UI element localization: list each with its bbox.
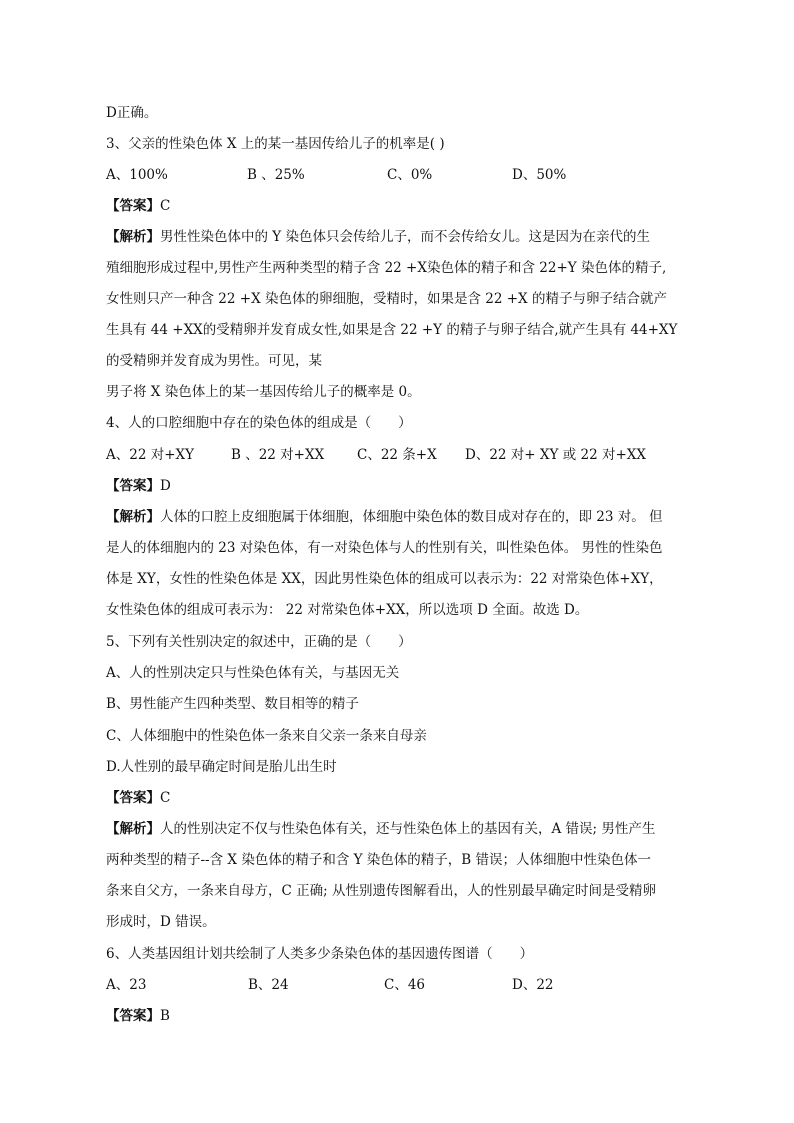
answer-value: C [160,198,171,214]
q5-option-b: B、男性能产生四种类型、数目相等的精子 [106,696,359,712]
q4-option-d: D、22 对+ XY 或 22 对+XX [465,447,647,463]
q5-option-c: C、人体细胞中的性染色体一条来自父亲一条来自母亲 [106,728,427,744]
q5-question: 5、下列有关性别决定的叙述中，正确的是（ ） [106,634,412,650]
analysis-label: 【解析】 [106,509,160,525]
q4-analysis-line-1: 【解析】人体的口腔上皮细胞属于体细胞，体细胞中染色体的数目成对存在的，即 23 对。 但 [106,509,663,525]
answer-value: B [160,1008,170,1024]
q6-option-c: C、46 [384,977,426,993]
q4-option-c: C、22 条+X [357,447,437,463]
q4-analysis-line-2: 是人的体细胞内的 23 对染色体，有一对染色体与人的性别有关，叫性染色体。 男性的性染色 [106,540,663,556]
q3-question: 3、父亲的性染色体 X 上的某一基因传给儿子的机率是( ) [106,136,445,152]
q5-analysis-line-2: 两种类型的精子--含 X 染色体的精子和含 Y 染色体的精子，B 错误；人体细胞中性染色体一 [106,852,652,868]
q6-option-a: A、23 [106,977,147,993]
q3-option-b: B 、25% [247,167,305,183]
q4-analysis-line-3: 体是 XY，女性的性染色体是 XX，因此男性染色体的组成可以表示为：22 对常染色体+XY， [106,571,663,587]
analysis-label: 【解析】 [106,229,160,245]
answer-value: D [160,478,171,494]
q3-analysis-line-1: 【解析】男性性染色体中的 Y 染色体只会传给儿子，而不会传给女儿。这是因为在亲代的生 [106,229,650,245]
q3-option-c: C、0% [387,167,433,183]
analysis-label: 【解析】 [106,821,160,837]
q5-analysis-line-1: 【解析】人的性别决定不仅与性染色体有关，还与性染色体上的基因有关，A 错误; 男性产生 [106,821,656,837]
q6-answer [106,1006,696,1026]
q5-option-a: A、人的性别决定只与性染色体有关，与基因无关 [106,665,400,681]
answer-label: 【答案】 [106,198,160,214]
q2-tail: D正确。 [106,105,158,121]
q5-answer [106,788,696,808]
q5-option-d: D.人性别的最早确定时间是胎儿出生时 [106,759,337,775]
q3-option-a: A、100% [106,167,168,183]
answer-value: C [160,790,171,806]
q3-analysis-line-2: 殖细胞形成过程中,男性产生两种类型的精子含 22 +X染色体的精子和含 22+Y 染色体的精子, [106,260,667,276]
q3-analysis-line-5: 的受精卵并发育成为男性。可见，某 [106,353,322,369]
q4-option-b: B 、22 对+XX [231,447,325,463]
q6-option-d: D、22 [512,977,554,993]
answer-label: 【答案】 [106,478,160,494]
q3-option-d: D、50% [512,167,567,183]
q3-answer [106,196,696,216]
q3-analysis-line-6: 男子将 X 染色体上的某一基因传给儿子的概率是 0。 [106,384,421,400]
q4-question: 4、人的口腔细胞中存在的染色体的组成是（ ） [106,415,412,431]
q4-answer [106,476,696,496]
q6-question: 6、人类基因组计划共绘制了人类多少条染色体的基因遗传图谱（ ） [106,946,534,962]
q5-analysis-line-4: 形成时，D 错误。 [106,914,216,930]
answer-label: 【答案】 [106,1008,160,1024]
answer-label: 【答案】 [106,790,160,806]
q4-option-a: A、22 对+XY [106,447,195,463]
q5-analysis-line-3: 条来自父方，一条来自母方，C 正确; 从性别遗传图解看出，人的性别最早确定时间是受精卵 [106,883,656,899]
q4-analysis-line-4: 女性染色体的组成可表示为： 22 对常染色体+XX，所以选项 D 全面。故选 D。 [106,602,589,618]
q3-analysis-line-3: 女性则只产一种含 22 +X 染色体的卵细胞，受精时，如果是含 22 +X 的精子与卵子结合就产 [106,291,667,307]
q6-option-b: B、24 [248,977,289,993]
q3-analysis-line-4: 生具有 44 +XX的受精卵并发育成女性,如果是含 22 +Y 的精子与卵子结合,就产生具有 44+XY [106,322,678,338]
